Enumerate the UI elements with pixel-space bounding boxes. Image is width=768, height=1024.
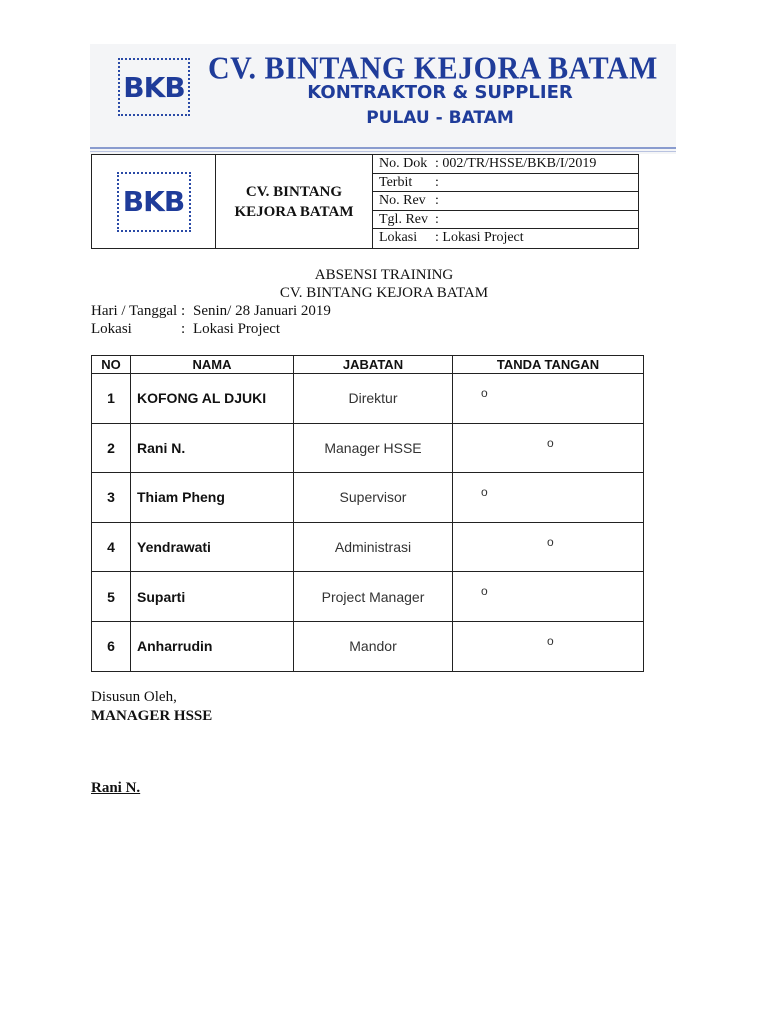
prepared-by-name: Rani N. bbox=[91, 780, 141, 796]
document-title: ABSENSI TRAINING bbox=[314, 267, 454, 283]
letterhead-divider-thin bbox=[90, 151, 676, 152]
meta-value: : bbox=[435, 193, 439, 209]
meta-row-terbit bbox=[373, 174, 638, 193]
info-date-value: Senin/ 28 Januari 2019 bbox=[193, 303, 331, 319]
signature-mark: o bbox=[547, 633, 554, 648]
row-name: Yendrawati bbox=[131, 522, 294, 572]
meta-value: : 002/TR/HSSE/BKB/I/2019 bbox=[435, 156, 597, 171]
row-position: Direktur bbox=[294, 374, 453, 424]
info-date-label: Hari / Tanggal bbox=[91, 303, 178, 319]
row-signature-cell bbox=[453, 572, 644, 622]
document-subtitle: CV. BINTANG KEJORA BATAM bbox=[279, 285, 489, 301]
row-number: 2 bbox=[92, 423, 131, 473]
header-company-line2: KEJORA BATAM bbox=[234, 203, 354, 220]
meta-label: No. Rev bbox=[379, 193, 426, 209]
info-location-value: Lokasi Project bbox=[193, 321, 281, 337]
header-company-cell bbox=[216, 155, 373, 248]
row-number: 1 bbox=[92, 374, 131, 424]
meta-row-tgl-rev bbox=[373, 211, 638, 230]
column-header-nama: NAMA bbox=[131, 356, 294, 374]
header-logo: BKB bbox=[117, 172, 191, 232]
meta-label: Lokasi bbox=[379, 230, 418, 246]
row-position: Mandor bbox=[294, 621, 453, 671]
row-number: 5 bbox=[92, 572, 131, 622]
meta-label: No. Dok bbox=[379, 156, 428, 171]
row-position: Supervisor bbox=[294, 473, 453, 523]
row-number: 6 bbox=[92, 621, 131, 671]
signature-mark: o bbox=[481, 386, 488, 400]
prepared-by-position: MANAGER HSSE bbox=[91, 708, 213, 724]
info-location bbox=[91, 321, 280, 338]
row-signature-cell bbox=[453, 423, 644, 473]
table-row bbox=[92, 572, 644, 622]
info-colon: : bbox=[181, 303, 186, 319]
table-row bbox=[92, 621, 644, 671]
meta-label: Tgl. Rev bbox=[379, 211, 428, 227]
prepared-by-label: Disusun Oleh, bbox=[91, 689, 177, 705]
row-signature-cell bbox=[453, 473, 644, 523]
meta-row-no-rev bbox=[373, 192, 638, 211]
row-name: KOFONG AL DJUKI bbox=[131, 374, 294, 424]
meta-label: Terbit bbox=[379, 174, 413, 190]
row-name: Suparti bbox=[131, 572, 294, 622]
info-date bbox=[91, 303, 331, 320]
column-header-tanda-tangan: TANDA TANGAN bbox=[453, 356, 644, 374]
row-signature-cell bbox=[453, 522, 644, 572]
table-row bbox=[92, 473, 644, 523]
attendance-table bbox=[91, 355, 644, 672]
meta-row-lokasi bbox=[373, 229, 638, 248]
row-signature-cell bbox=[453, 374, 644, 424]
row-number: 3 bbox=[92, 473, 131, 523]
column-header-jabatan: JABATAN bbox=[294, 356, 453, 374]
letterhead-company-name: CV. BINTANG KEJORA BATAM bbox=[208, 51, 658, 86]
signature-mark: o bbox=[481, 584, 488, 599]
table-row bbox=[92, 423, 644, 473]
header-company-line1: CV. BINTANG bbox=[245, 183, 343, 200]
table-header-row bbox=[92, 356, 644, 374]
letterhead-tagline: KONTRAKTOR & SUPPLIER bbox=[307, 82, 573, 103]
row-position: Administrasi bbox=[294, 522, 453, 572]
column-header-no: NO bbox=[92, 356, 131, 374]
row-name: Anharrudin bbox=[131, 621, 294, 671]
letterhead-location: PULAU - BATAM bbox=[366, 108, 514, 128]
table-row bbox=[92, 522, 644, 572]
info-location-label: Lokasi bbox=[91, 321, 132, 337]
header-logo-cell bbox=[92, 155, 216, 248]
meta-row-no-dok bbox=[373, 155, 638, 174]
row-position: Project Manager bbox=[294, 572, 453, 622]
company-logo: BKB bbox=[118, 58, 190, 116]
meta-value: : bbox=[435, 211, 439, 227]
table-row bbox=[92, 374, 644, 424]
document-header-table bbox=[91, 154, 639, 249]
meta-value: : Lokasi Project bbox=[435, 230, 524, 246]
signature-mark: o bbox=[481, 485, 488, 500]
signature-mark: o bbox=[547, 435, 554, 450]
row-signature-cell bbox=[453, 621, 644, 671]
letterhead-banner bbox=[90, 44, 676, 154]
meta-value: : bbox=[435, 174, 439, 190]
header-meta bbox=[373, 155, 638, 248]
row-position: Manager HSSE bbox=[294, 423, 453, 473]
row-name: Thiam Pheng bbox=[131, 473, 294, 523]
info-colon: : bbox=[181, 321, 186, 337]
row-name: Rani N. bbox=[131, 423, 294, 473]
signature-mark: o bbox=[547, 534, 554, 549]
row-number: 4 bbox=[92, 522, 131, 572]
letterhead-divider bbox=[90, 147, 676, 149]
